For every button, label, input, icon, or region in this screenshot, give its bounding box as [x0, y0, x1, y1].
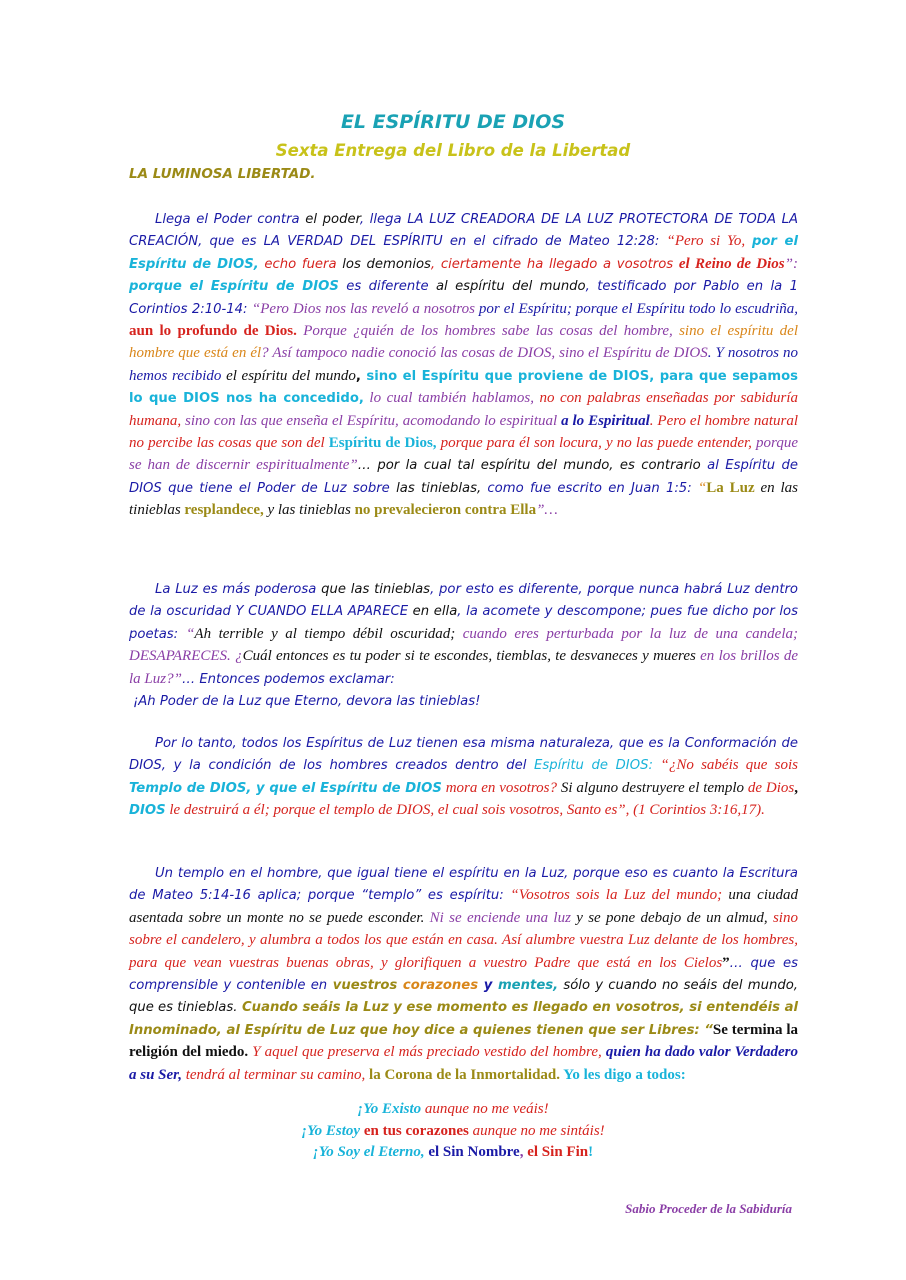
text-run: y [478, 978, 498, 994]
text-run: sino sobre el candelero, y alumbra a todos los que están en casa. Así alumbre vuestra Luz delante de los hombres, para que vean vuestras buenas obras, y glorifiquen a vuestro Padre que está en los Cielos [129, 909, 798, 971]
text-run: Llega el Poder contra [155, 212, 300, 227]
text-run: , por esto es diferente, porque nunca habrá Luz dentro de la oscuridad Y CUANDO ELLA APARECE [129, 582, 799, 620]
text-run: aunque no me veáis! [421, 1101, 549, 1117]
text-run: Espíritu de Dios, [328, 435, 437, 452]
text-run: “ [510, 887, 519, 904]
text-run: al Espíritu de DIOS que tiene el Poder de Luz sobre [129, 458, 798, 496]
text-run: el Reino de Dios [678, 255, 785, 272]
text-run: y las tinieblas [263, 502, 355, 519]
text-run: Ah terrible y al tiempo débil oscuridad; [194, 625, 456, 642]
text-run: DIOS [129, 803, 166, 819]
text-run: no con palabras enseñadas por sabiduría humana, [129, 390, 799, 429]
exclamation-line: ¡Ah Poder de la Luz que Eterno, devora las tinieblas! [133, 694, 481, 710]
text-run: le destruirá a él; porque el templo de DIOS, el cual sois vosotros, Santo es”, (1 Corintios 3:16,17). [165, 802, 765, 819]
text-run: vuestros [327, 978, 403, 994]
text-run: aun lo profundo de Dios. [129, 323, 297, 340]
text-run: “¿No sabéis que sois [660, 757, 798, 774]
text-run: … que es comprensible y contenible en [129, 955, 798, 994]
text-run: en las tinieblas [129, 479, 799, 519]
paragraph-3 [129, 732, 798, 822]
text-run: ¿ [235, 648, 243, 665]
text-run: el Sin Nombre [424, 1144, 520, 1160]
text-run: Y aquel que preserva el más preciado vestido del hombre, [248, 1044, 602, 1061]
text-run: Vosotros sois la Luz del mundo; [518, 887, 723, 904]
text-run: echo fuera [258, 256, 343, 272]
text-run: al espíritu del mundo [428, 279, 586, 295]
text-run: en ella [408, 604, 458, 620]
text-run: , testificado por Pablo en la 1 Corintios 2:10-14: [129, 279, 798, 317]
text-run: por el Espíritu de DIOS, [129, 234, 799, 272]
text-run: Porque ¿quién de los hombres sabe las cosas del hombre, [296, 323, 680, 340]
text-run: sino el Espíritu que proviene de DIOS, para que sepamos lo que DIOS nos ha concedido, [129, 368, 798, 407]
text-run: el espíritu del mundo [221, 367, 356, 384]
text-run: ? Así tampoco nadie conoció las cosas de DIOS, sino el Espíritu de DIOS [261, 345, 708, 362]
text-run: La Luz [706, 479, 755, 496]
text-run: mora en vosotros? [441, 779, 558, 796]
document-subtitle: Sexta Entrega del Libro de la Libertad [275, 141, 631, 160]
text-run: el poder [299, 212, 360, 227]
text-run: es diferente [338, 279, 429, 295]
text-run: sino con las que enseña el Espíritu, acomodando lo espiritual [181, 412, 562, 429]
text-run: Un templo en el hombre, que igual tiene el espíritu en la Luz, porque eso es cuanto la Escritura de Mateo 5:14-16 aplica; porque “templo” es espíritu: [129, 866, 798, 904]
text-run: , ciertamente ha llegado a vosotros [430, 256, 679, 272]
closing-line-2 [0, 1121, 906, 1142]
text-run: Espíritu de DIOS: [526, 758, 661, 774]
text-run: porque el Espíritu de DIOS [129, 279, 339, 295]
text-run: cuando eres perturbada por la luz de una candela; DESAPARECES. [129, 625, 798, 665]
text-run: mentes, [497, 978, 559, 994]
text-run: ” [722, 954, 730, 971]
text-run: en tus corazones [360, 1123, 469, 1139]
text-run: Se termina la religión del miedo. [129, 1021, 799, 1061]
text-run: … por la cual tal espíritu del mundo, es contrario [357, 458, 701, 474]
text-run: . Pero el hombre natural no percibe las cosas que son del [129, 412, 798, 452]
paragraph-4 [129, 862, 798, 1086]
text-run: que las tinieblas [316, 582, 431, 597]
text-run: , la acomete y descompone; pues fue dicho por los poetas: [129, 604, 798, 642]
paragraph-2 [129, 578, 798, 712]
text-run: Por lo tanto, todos los Espíritus de Luz tienen esa misma naturaleza, que es la Conformación de DIOS, y la condición de los hombres creados dentro del [129, 736, 798, 774]
text-run: porque se han de discernir espiritualmente” [129, 435, 798, 474]
text-run: sino el espíritu del hombre que está en él [129, 323, 798, 362]
text-run: “ [186, 625, 195, 642]
text-run: por el Espíritu; porque el Espíritu todo lo escudriña, [474, 300, 799, 317]
text-run: … Entonces podemos exclamar: [181, 671, 395, 687]
text-run: “Pero si Yo, [666, 233, 752, 250]
paragraph-1 [129, 208, 798, 522]
text-run: sólo y cuando no seáis del mundo, que es tinieblas. [129, 978, 798, 1016]
text-run: ”… [536, 502, 558, 519]
closing-line-3 [0, 1142, 906, 1163]
text-run: Si alguno destruyere el templo [557, 779, 745, 796]
text-run: quien ha dado valor Verdadero a su Ser, [129, 1044, 798, 1083]
signature: Sabio Proceder de la Sabiduría [625, 1201, 792, 1216]
text-run: ¡Yo Soy el Eterno, [312, 1144, 425, 1160]
text-run: el Sin Fin [527, 1144, 589, 1160]
text-run: los demonios [342, 256, 431, 272]
text-run: ¡Yo Existo [357, 1101, 422, 1117]
text-run: , [355, 368, 367, 384]
text-run: como fue escrito en Juan 1:5: [481, 480, 698, 496]
text-run: una ciudad asentada sobre un monte no se puede esconder. [129, 887, 799, 926]
text-run: “Pero Dios nos las reveló a nosotros [251, 300, 475, 317]
text-run: , [794, 779, 799, 796]
text-run: Cuál entonces es tu poder si te escondes, tiemblas, te desvaneces y mueres [242, 648, 696, 665]
text-run: porque para él son locura, y no las puede entender, [436, 435, 752, 452]
text-run: y se pone debajo de un almud, [570, 909, 768, 926]
text-run: resplandece, [184, 502, 264, 519]
text-run: la Corona de la Inmortalidad. [365, 1066, 561, 1083]
text-run: las tinieblas, [389, 480, 482, 496]
text-run: Cuando seáis la Luz y ese momento es llegado en vosotros, si entendéis al Innominado, al Espíritu de Luz que hoy dice a quienes tienen que ser Libres: “ [129, 1000, 799, 1038]
text-run: lo cual también hablamos, [363, 390, 540, 407]
text-run: La Luz es más poderosa [155, 582, 317, 597]
text-run: de Dios [744, 779, 795, 796]
text-run: en los brillos de la Luz?” [129, 648, 798, 687]
text-run: ! [588, 1144, 594, 1160]
text-run: no prevalecieron contra Ella [354, 502, 537, 519]
closing-line-1 [0, 1099, 906, 1120]
text-run: Templo de DIOS, y que el Espíritu de DIOS [129, 780, 442, 796]
text-run: a lo Espiritual [561, 412, 650, 429]
text-run: ¡Yo Estoy [301, 1123, 361, 1139]
text-run: corazones [402, 978, 479, 994]
text-run: tendrá al terminar su camino, [181, 1066, 366, 1083]
text-run: , [519, 1144, 528, 1160]
text-run: aunque no me sintáis! [468, 1123, 605, 1139]
text-run: , llega LA LUZ CREADORA DE LA LUZ PROTECTORA DE TODA LA CREACIÓN, que es LA VERDAD DEL ESPÍRITU en el cifrado de Mateo 12:28: [129, 212, 798, 250]
document-title: EL ESPÍRITU DE DIOS [340, 111, 566, 133]
text-run: Yo les digo a todos: [560, 1066, 686, 1083]
text-run: “ [697, 479, 707, 496]
text-run: . Y nosotros no hemos recibido [129, 345, 798, 384]
text-run: Ni se enciende una luz [424, 909, 571, 926]
section-heading: LA LUMINOSA LIBERTAD. [129, 166, 316, 182]
text-run: ”: [784, 255, 798, 272]
